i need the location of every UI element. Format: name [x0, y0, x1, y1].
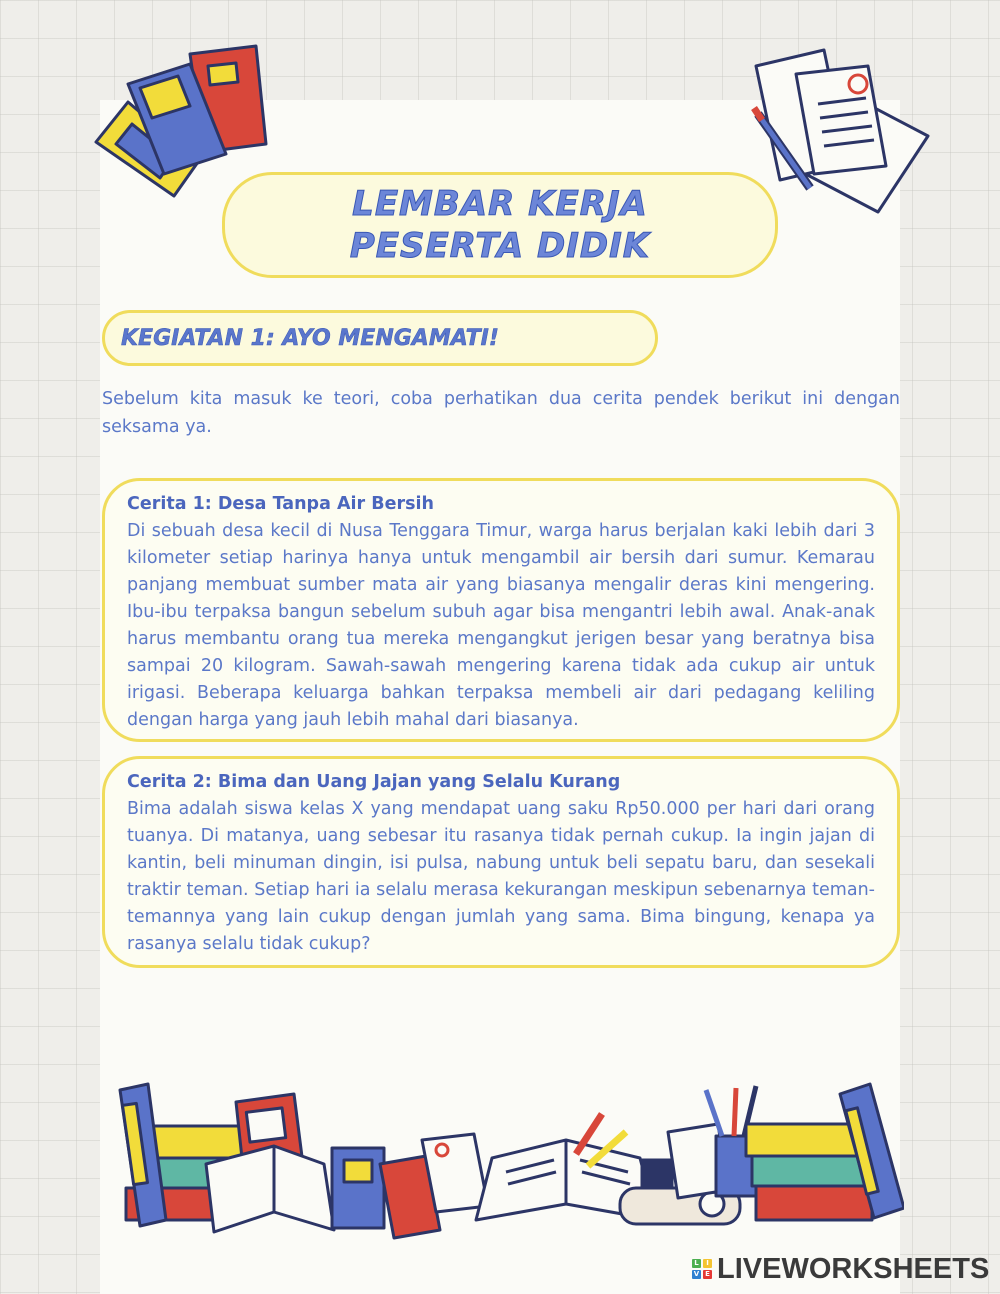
logo-grid-cell: V — [693, 1270, 700, 1278]
intro-paragraph: Sebelum kita masuk ke teori, coba perhatikan dua cerita pendek berikut ini dengan seksama ya. — [102, 389, 900, 437]
activity-heading-banner — [102, 310, 658, 366]
logo-grid-icon — [692, 1259, 712, 1279]
story-title: Cerita 1: Desa Tanpa Air Bersih — [127, 494, 434, 514]
story-card-2 — [102, 756, 900, 968]
story-title: Cerita 2: Bima dan Uang Jajan yang Selalu Kurang — [127, 772, 621, 792]
logo-text: LIVEWORKSHEETS — [717, 1252, 990, 1285]
liveworksheets-logo — [692, 1252, 989, 1286]
activity-title: KEGIATAN 1: AYO MENGAMATI! — [121, 325, 499, 351]
worksheet-title-banner — [222, 172, 778, 278]
story-body: Di sebuah desa kecil di Nusa Tenggara Timur, warga harus berjalan kaki lebih dari 3 kilometer setiap harinya hanya untuk mengambil air bersih dari sumur. Kemarau panjang membuat sumber mata air yang biasanya mengalir deras kini mengering. Ibu-ibu terpaksa bangun sebelum subuh agar bisa mengantri lebih awal. Anak-anak harus membantu orang tua mereka mengangkut jerigen besar yang beratnya bisa sampai 20 kilogram. Sawah-sawah mengering karena tidak ada cukup air untuk irigasi. Beberapa keluarga bahkan terpaksa membeli air dari pedagang keliling dengan harga yang jauh lebih mahal dari biasanya. — [127, 521, 875, 730]
story-body: Bima adalah siswa kelas X yang mendapat uang saku Rp50.000 per hari dari orang tuanya. Di matanya, uang sebesar itu rasanya tidak pernah cukup. Ia ingin jajan di kantin, beli minuman dingin, isi pulsa, nabung untuk beli sepatu baru, dan sesekali traktir teman. Setiap hari ia selalu merasa kekurangan meskipun sebenarnya teman-temannya yang lain cukup dengan jumlah yang sama. Bima bingung, kenapa ya rasanya selalu tidak cukup? — [127, 799, 875, 954]
papers-pen-top-right-illustration — [748, 44, 938, 216]
logo-grid-cell: E — [703, 1270, 712, 1279]
story-card-1 — [102, 478, 900, 742]
logo-grid-cell: I — [703, 1259, 712, 1268]
logo-grid-cell: L — [692, 1259, 701, 1268]
worksheet-title: LEMBAR KERJA PESERTA DIDIK — [349, 184, 651, 266]
books-stationery-bottom-illustration — [96, 1080, 904, 1240]
